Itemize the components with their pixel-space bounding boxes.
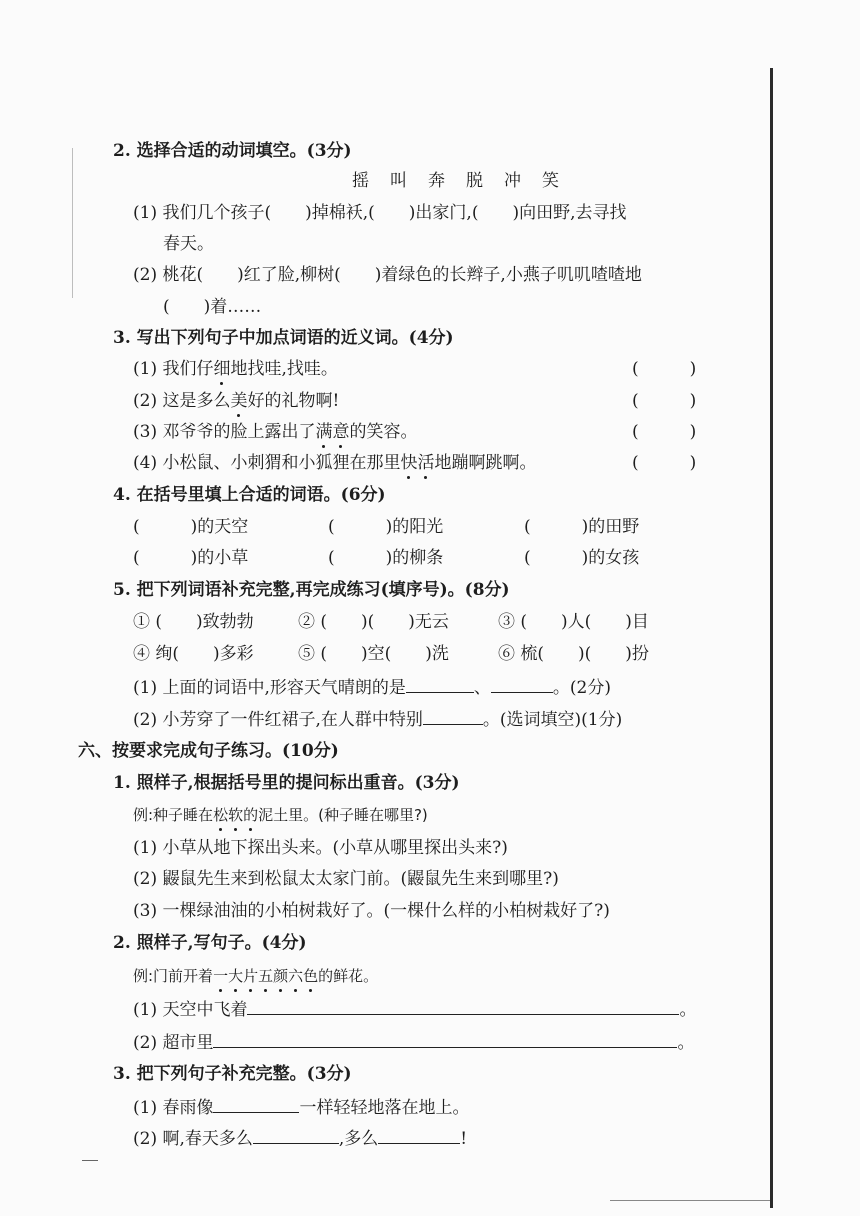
q2-title: 2. 选择合适的动词填空。(3分) [113,141,352,161]
s6-q3-s1: (1) 春雨像 一样轻轻地落在地上。 [133,1098,470,1118]
q3-item-1: (1) 我们仔细地找哇,找哇。 [133,359,338,379]
q5-practice-1: (1) 上面的词语中,形容天气晴朗的是 、 。(2分) [133,678,611,698]
s6-q1-title: 1. 照样子,根据括号里的提问标出重音。(3分) [113,773,460,793]
page-mark [82,1160,98,1161]
answer-blank[interactable] [491,676,553,693]
q4-cell-6: ( )的女孩 [524,548,640,568]
word-5: 冲 [504,171,521,191]
q5-word-4: ④ 绚( )多彩 [133,644,254,664]
s6-q2-s1: (1) 天空中飞着 。 [133,1000,697,1020]
q2-sentence-2-cont: ( )着…… [163,297,262,317]
q4-cell-3: ( )的田野 [524,517,640,537]
q3-title: 3. 写出下列句子中加点词语的近义词。(4分) [113,328,454,348]
dotted-word: 快活 [400,453,435,473]
q2-sentence-1-cont: 春天。 [163,234,214,254]
q4-title: 4. 在括号里填上合适的词语。(6分) [113,485,386,505]
s6-q2-title: 2. 照样子,写句子。(4分) [113,933,307,953]
q3-answer-3: ( ) [632,422,697,442]
word-3: 奔 [428,171,445,191]
s6-q1-example: 例:种子睡在松软的泥土里。(种子睡在哪里?) [133,806,428,824]
answer-line[interactable] [213,1031,677,1048]
q4-cell-4: ( )的小草 [133,548,249,568]
s6-q1-s1: (1) 小草从地下探出头来。(小草从哪里探出头来?) [133,838,508,858]
answer-line[interactable] [247,998,679,1015]
section-6-title: 六、按要求完成句子练习。(10分) [78,741,339,761]
q5-word-2: ② ( )( )无云 [298,612,449,632]
s6-q2-s2: (2) 超市里 。 [133,1033,695,1053]
s6-q1-s2: (2) 鼹鼠先生来到松鼠太太家门前。(鼹鼠先生来到哪里?) [133,869,559,889]
page-edge-left [72,148,73,298]
dotted-word: 一大片五颜六色 [213,967,319,985]
q5-practice-2: (2) 小芳穿了一件红裙子,在人群中特别 。(选词填空)(1分) [133,710,623,730]
dotted-word: 美 [230,391,248,411]
q5-word-6: ⑥ 梳( )( )扮 [498,644,649,664]
dotted-word: 细 [213,359,231,379]
q2-word-bank [352,170,580,192]
q5-title: 5. 把下列词语补充完整,再完成练习(填序号)。(8分) [113,580,510,600]
dotted-word: 松软的 [213,806,259,824]
answer-blank[interactable] [423,708,483,725]
word-2: 叫 [390,171,407,191]
s6-q2-example: 例:门前开着一大片五颜六色的鲜花。 [133,967,379,985]
word-6: 笑 [542,171,559,191]
answer-blank[interactable] [406,676,474,693]
answer-blank[interactable] [213,1096,299,1113]
q4-cell-1: ( )的天空 [133,517,249,537]
page-edge-right [770,68,773,1208]
q2-sentence-2: (2) 桃花( )红了脸,柳树( )着绿色的长辫子,小燕子叽叽喳喳地 [133,265,642,285]
s6-q1-s3: (3) 一棵绿油油的小柏树栽好了。(一棵什么样的小柏树栽好了?) [133,901,610,921]
q4-cell-5: ( )的柳条 [328,548,444,568]
page-edge-bottom [610,1200,770,1201]
q2-sentence-1: (1) 我们几个孩子( )掉棉袄,( )出家门,( )向田野,去寻找 [133,203,627,223]
s6-q3-title: 3. 把下列句子补充完整。(3分) [113,1064,352,1084]
q4-cell-2: ( )的阳光 [328,517,444,537]
answer-blank[interactable] [378,1127,460,1144]
q3-answer-2: ( ) [632,391,697,411]
answer-blank[interactable] [253,1127,339,1144]
q3-answer-4: ( ) [632,453,697,473]
q3-item-2: (2) 这是多么美好的礼物啊! [133,391,340,411]
q3-item-3: (3) 邓爷爷的脸上露出了满意的笑容。 [133,422,418,442]
q5-word-5: ⑤ ( )空( )洗 [298,644,449,664]
word-1: 摇 [352,171,369,191]
s6-q3-s2: (2) 啊,春天多么 ,多么 ! [133,1129,468,1149]
q5-word-1: ① ( )致勃勃 [133,612,254,632]
q3-answer-1: ( ) [632,359,697,379]
q5-word-3: ③ ( )人( )目 [498,612,649,632]
q3-item-4: (4) 小松鼠、小刺猬和小狐狸在那里快活地蹦啊跳啊。 [133,453,537,473]
dotted-word: 满意 [315,422,350,442]
word-4: 脱 [466,171,483,191]
